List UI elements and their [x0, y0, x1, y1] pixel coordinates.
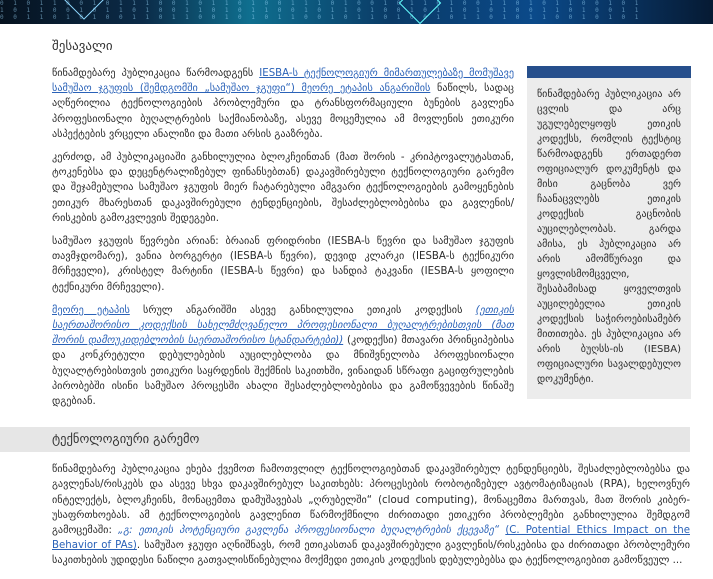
potential-ethics-impact-ka-link[interactable]: „გ: ეთიკის პოტენციური გავლენა პროფესიონალი ბუღალტრების ქცევაზე“ [117, 525, 500, 537]
intro-paragraph-4 [52, 303, 514, 409]
text: წინამდებარე პუბლიკაცია ეხება ქვემოთ ჩამოთვლილ ტექნოლოგიებთან დაკავშირებულ ტენდენციებს, შესაძლებლობებსა და გავლენას/რისკებს და ასევე სხვა დაკავშირებულ საკითხებს: პროცესების რობოტიზებულ ავტომატიზაციას (RPA), ხელოვნურ ინტელექტს, ბლოკჩეინს, მონაცემთა დამუშავებას „ღრუბელში“ (cloud computing), მონაცემთა მართვას, მათ შორის კიბერ-უსაფრთხოებას. ამ ტექნოლოგიების გავლენით წარმოქმნილი ძირითადი ეთიკური პრობლემები განხილულია შემდგომ გამოცემაში: [52, 464, 690, 537]
section-heading-bar [0, 427, 690, 452]
page-title: შესავალი [52, 39, 113, 54]
section-paragraph [52, 462, 690, 568]
phase2-report-link[interactable]: IESBA-ს ტექნოლოგიურ მიმართულებაზე მომუშავე სამუშაო ჯგუფის (შემდგომში „სამუშაო ჯგუფი“) მეორე ეტაპის ანგარიშის [52, 68, 514, 95]
intro-paragraph-2: კერძოდ, ამ პუბლიკაციაში განხილულია ბლოკჩეინთან (მათ შორის - კრიპტოვალუტასთან, ტოკენებსა და დეცენტრალიზებულ ფინანსებთან) დაკავშირებული ტექნოლოგიური გარემო და შეჯამებულია სამუშაო ჯგუფის მიერ ჩატარებული ამგვარი ტექნოლოგიების გამოყენების ეთიკურ მხარესთან დაკავშირებული ტენდენციების, შესაძლებლობებისა და გავლენის/რისკების გამოკვლევის შედეგები. [52, 152, 514, 224]
disclaimer-text: წინამდებარე პუბლიკაცია არ ცვლის და არც უგულებელყოფს ეთიკის კოდექსს, რომლის ტექსტიც წარმოადგენს ერთადერთ ოფიციალურ დოკუმენტს და მისი გაცნობა ვერ ჩაანაცვლებს ეთიკის კოდექსის გაცნობის აუცილებლობას. გარდა ამისა, ეს პუბლიკაცია არ არის ამომწურავი და ყოვლისმომცველი, შესაბამისად ყოველთვის აუცილებელია ეთიკის კოდექსის საჭიროებისამებრ მითითება. ეს პუბლიკაცია არ არის ბუღსს-ის (IESBA) ოფიციალური სავალდებულო დოკუმენტი. [527, 78, 691, 399]
section-body [52, 462, 690, 568]
intro-row [52, 66, 691, 417]
header-banner-image [0, 0, 713, 24]
disclaimer-sidebar [527, 66, 691, 399]
code-of-ethics-link[interactable]: (ეთიკის საერთაშორისო კოდექსის სახელმძღვანელო პროფესიონალი ბუღალტრებისთვის (მათ შორის დამოუკიდებლობის საერთაშორისო სტანდარტები)) [52, 304, 514, 347]
text: (კოდექსი) მთავარი პრინციპებისა და კონკრეტული დებულებების აუცილებლობა და მნიშვნელობა პროფესიონალი ბუღალტრებისთვის ეთიკური საყრდენის შექმნის საკითხში, ვინაიდან სწრაფი გაციფრულების პირობებში ისინი სამუშაო პროცესში ახალი შესაძლებლობებისა და გამოწვევების წინაშე დგებიან. [52, 335, 514, 408]
binary-pattern: 0 1 0 1 1 0 0 1 0 1 1 1 0 0 1 0 1 1 0 1 0 0 1 1 1 0 1 0 0 1 0 1 1 0 1 0 0 1 1 0 1 0 1 1 0 0 1 0 1 1 0 1 1 0 0 1 0 1 1 0 1 0 0 1 1 0 1 0 1 1 0 0 1 0 1 1 0 1 0 0 1 0 1 1 0 1 0 1 0 0 1 1 0 1 0 0 1 1 0 0 1 1 0 1 0 1 0 0 1 1 0 1 1 0 0 1 0 1 0 1 1 0 0 1 0 1 1 0 1 0 0 1 0 1 1 0 1 0 1 1 0 0 1 0 1 0 1 [0, 0, 642, 21]
text: . სამუშაო ჯგუფი აღნიშნავს, რომ ეთიკასთან დაკავშირებული გავლენის/რისკებისა და ძირითადი პრობლემური საკითხების უდიდესი ნაწილი გათვალისწინებულია მოქმედი ეთიკის კოდექსის დებულებებსა და ტექნოლოგიებით გამოწვეულ ... [52, 540, 690, 567]
section-title: ტექნოლოგიური გარემო [52, 431, 200, 447]
intro-paragraph-1 [52, 66, 514, 142]
sidebar-header-bar [527, 66, 691, 78]
intro-paragraph-3: სამუშაო ჯგუფის წევრები არიან: ბრაიან ფრიდრიხი (IESBA-ს წევრი და სამუშაო ჯგუფის თავმჯდომარე), ვანია ბორგერტი (IESBA-ს წევრი), დევიდ კლარკი (IESBA-ს ტექნიკური მრჩეველი), კრისტელ მარტინი (IESBA-ს წევრი) და სანდიპ ტაკვანი (IESBA-ს ყოფილი ტექნიკური მრჩეველი). [52, 236, 514, 293]
text: სრულ ანგარიშში ასევე განხილულია ეთიკის კოდექსის [129, 304, 476, 316]
phase2-link[interactable]: მეორე ეტაპის [52, 304, 130, 316]
text: წინამდებარე პუბლიკაცია წარმოადგენს [52, 68, 260, 79]
intro-body [52, 66, 514, 417]
text: ნაწილს, სადაც აღწერილია ტექნოლოგიების პრობლემური და ტრანსფორმაციული ბუნების გავლენა პროფესიონალი ბუღალტრების საქმიანობაზე, ასევე მოცემულია ამ მოვლენის ეთიკური ასპექტების ვრცელი ანალიზი და მათი არსის გააზრება. [52, 83, 514, 140]
potential-ethics-impact-link[interactable]: (C. Potential Ethics Impact on the Behavior of PAs) [52, 525, 690, 552]
